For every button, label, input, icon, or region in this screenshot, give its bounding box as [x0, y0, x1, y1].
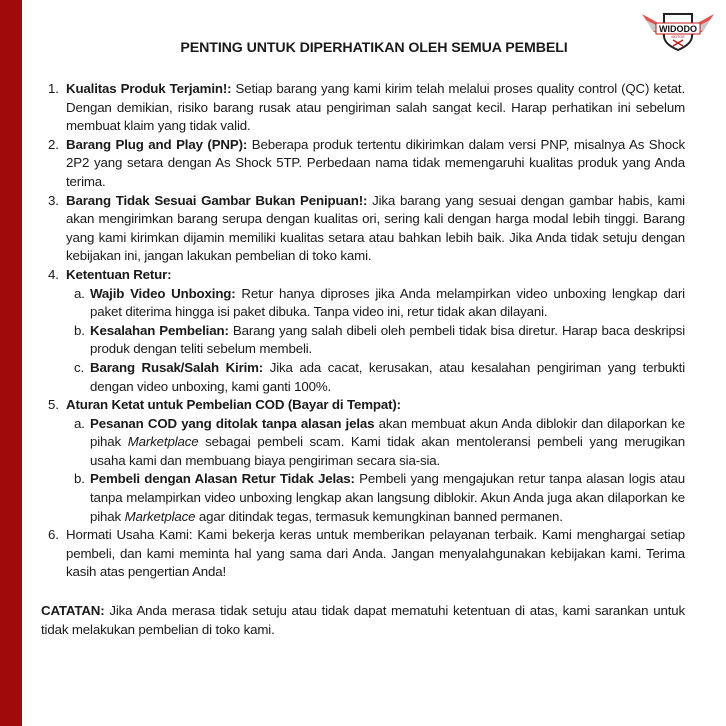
- rule-item-3: [48, 192, 685, 266]
- rule-body: Hormati Usaha Kami: Kami bekerja keras untuk memberikan pelayanan terbaik. Kami menghargai setiap pembeli, dan kami meminta hal yang sama dari Anda. Jangan menyalahgunakan kebijakan kami. Terima kasih atas pengertian Anda!: [66, 527, 685, 580]
- rule-heading: Barang Tidak Sesuai Gambar Bukan Penipuan!:: [66, 192, 368, 208]
- rule-subitem-4b: [48, 322, 685, 359]
- subitem-body: akan membuat akun Anda diblokir dan dilaporkan ke pihak: [90, 415, 685, 450]
- rule-number: 2.: [48, 136, 59, 152]
- rule-item-1: [48, 80, 685, 136]
- subitem-body: Retur hanya diproses jika Anda melampirkan video unboxing lengkap dari paket diterima hingga isi paket dibuka. Tanpa video ini, retur tidak akan dilayani.: [90, 285, 685, 320]
- logo-text: WIDODO: [659, 24, 697, 34]
- marketplace-term: Marketplace: [124, 508, 196, 524]
- rule-number: 1.: [48, 81, 59, 96]
- rule-heading: Aturan Ketat untuk Pembelian COD (Bayar di Tempat):: [66, 397, 401, 413]
- rule-number: 5.: [48, 397, 59, 413]
- page-title: PENTING UNTUK DIPERHATIKAN OLEH SEMUA PEMBELI: [180, 40, 568, 56]
- subitem-heading: Pesanan COD yang ditolak tanpa alasan jelas: [90, 415, 375, 431]
- note-body: Jika Anda merasa tidak setuju atau tidak dapat mematuhi ketentuan di atas, kami sarankan untuk tidak melakukan pembelian di toko kami.: [41, 603, 685, 637]
- marketplace-term: Marketplace: [127, 434, 199, 450]
- rule-subitem-5b: [48, 470, 685, 526]
- rule-heading: Ketentuan Retur:: [66, 266, 172, 282]
- subitem-body-end: agar ditindak tegas, termasuk kemungkinan banned permanen.: [195, 508, 563, 524]
- rule-heading: Kualitas Produk Terjamin!:: [66, 81, 232, 96]
- subitem-body: Jika ada cacat, kerusakan, atau kesalahan pengiriman yang terbukti dengan video unboxing, kami ganti 100%.: [90, 359, 685, 394]
- subitem-heading: Kesalahan Pembelian:: [90, 322, 229, 338]
- rule-item-5: [48, 396, 685, 415]
- subitem-letter: a.: [74, 415, 85, 431]
- rule-body: Setiap barang yang kami kirim telah melalui proses quality control (QC) ketat. Dengan demikian, risiko barang rusak atau pengiriman salah sangat kecil. Harap perhatikan ini sebelum membuat klaim yang tidak valid.: [66, 81, 685, 134]
- rule-subitem-4a: [48, 285, 685, 322]
- rule-subitem-5a: [48, 415, 685, 471]
- rule-number: 3.: [48, 192, 59, 208]
- rule-item-4: [48, 266, 685, 285]
- note-paragraph: [41, 602, 685, 639]
- subitem-heading: Barang Rusak/Salah Kirim:: [90, 359, 264, 375]
- rule-item-6: [48, 526, 685, 582]
- rule-heading: Barang Plug and Play (PNP):: [66, 136, 248, 152]
- logo-subtext: MOTOR: [671, 35, 685, 39]
- rule-body: Jika barang yang sesuai dengan gambar habis, kami akan mengirimkan barang serupa dengan kualitas ori, sering kali dengan harga modal lebih tinggi. Barang yang kami kirimkan dijamin memiliki kualitas setara atau bahkan lebih baik. Jika Anda tidak setuju dengan kebijakan ini, jangan lakukan pembelian di toko kami.: [66, 192, 685, 264]
- subitem-body: Pembeli yang mengajukan retur tanpa alasan logis atau tanpa melampirkan video unboxing lengkap akan langsung diblokir. Akun Anda juga akan dilaporkan ke pihak: [90, 471, 685, 524]
- rule-subitem-4c: [48, 359, 685, 396]
- left-accent-bar: [0, 0, 22, 726]
- note-heading: CATATAN:: [41, 603, 105, 619]
- rule-item-2: [48, 136, 685, 192]
- subitem-body: Barang yang salah dibeli oleh pembeli tidak bisa diretur. Harap baca deskripsi produk dengan teliti sebelum membeli.: [90, 322, 685, 357]
- subitem-heading: Wajib Video Unboxing:: [90, 285, 236, 301]
- rule-body: Beberapa produk tertentu dikirimkan dalam versi PNP, misalnya As Shock 2P2 yang setara dengan As Shock 5TP. Perbedaan nama tidak memengaruhi kualitas produk yang Anda terima.: [66, 136, 685, 189]
- rule-number: 6.: [48, 527, 59, 543]
- subitem-letter: b.: [74, 471, 85, 487]
- rules-list: [41, 80, 685, 639]
- subitem-heading: Pembeli dengan Alasan Retur Tidak Jelas:: [90, 471, 355, 487]
- subitem-body-end: sebagai pembeli scam. Kami tidak akan mentoleransi pembeli yang merugikan usaha kami dan membuang biaya pengiriman secara sia-sia.: [90, 434, 685, 468]
- subitem-letter: a.: [74, 285, 85, 301]
- subitem-letter: c.: [74, 359, 85, 375]
- subitem-letter: b.: [74, 322, 85, 338]
- rule-number: 4.: [48, 266, 59, 282]
